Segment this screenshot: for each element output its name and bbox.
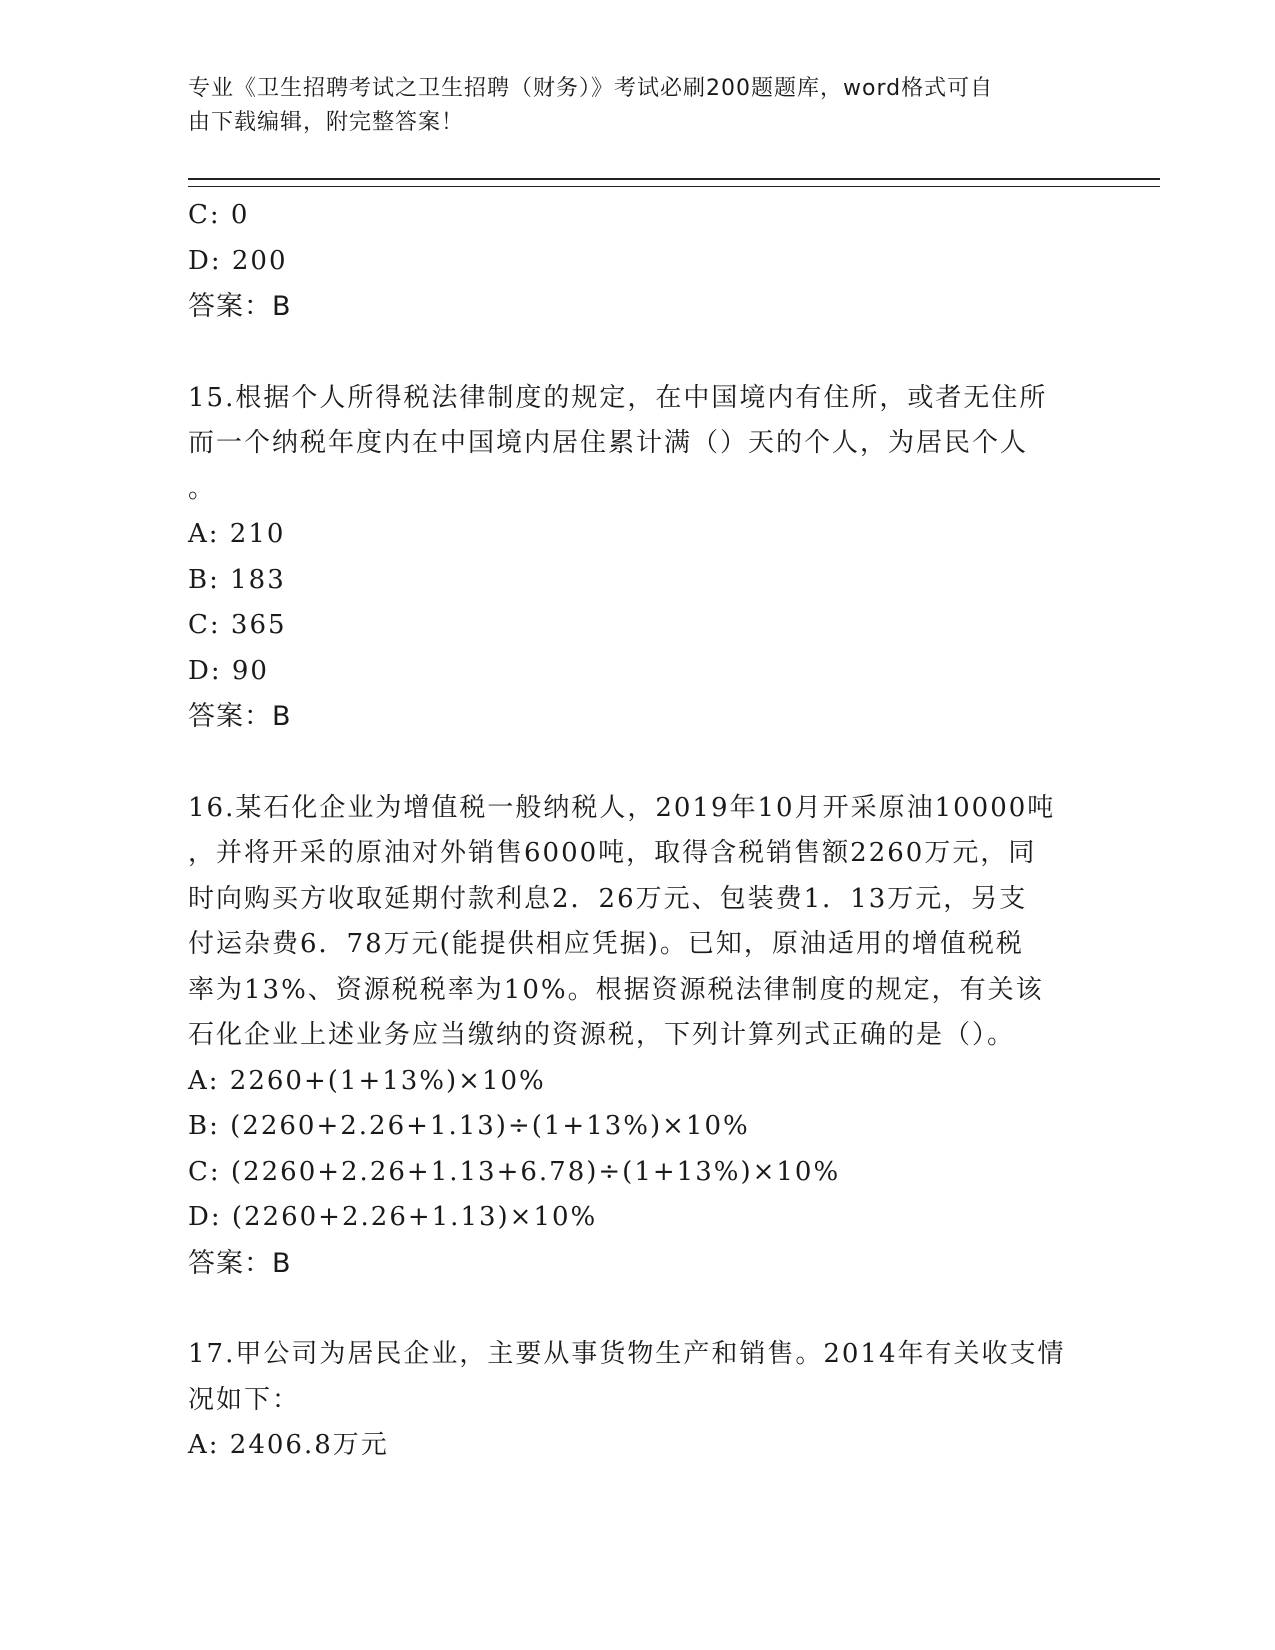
option-d: D: 200 xyxy=(188,245,288,276)
option-d: D: 90 xyxy=(188,655,269,686)
question-15 xyxy=(188,376,1088,740)
question-list xyxy=(188,193,1088,1469)
question-stem-line: 16.某石化企业为增值税一般纳税人，2019年10月开采原油10000吨 xyxy=(188,792,1056,823)
question-stem-line: 。 xyxy=(188,473,217,504)
question-stem-line: 石化企业上述业务应当缴纳的资源税，下列计算列式正确的是（）。 xyxy=(188,1020,1016,1050)
question-spacer xyxy=(188,1286,1088,1332)
question-stem-line: 况如下： xyxy=(188,1384,301,1415)
option-b: B: 183 xyxy=(188,564,286,595)
option-c: C: (2260+2.26+1.13+6.78)÷(1+13%)×10% xyxy=(188,1156,841,1187)
question-stem-line: 17.甲公司为居民企业，主要从事货物生产和销售。2014年有关收支情 xyxy=(188,1339,1066,1369)
question-spacer xyxy=(188,740,1088,786)
option-a: A: 2406.8万元 xyxy=(188,1430,389,1460)
question-17 xyxy=(188,1332,1088,1469)
question-16 xyxy=(188,786,1088,1287)
header-title-line-1: 专业《卫生招聘考试之卫生招聘（财务）》考试必刷200题题库，word格式可自 xyxy=(188,76,994,101)
option-c: C: 365 xyxy=(188,610,287,640)
question-stem-line: 时向购买方收取延期付款利息2．26万元、包装费1．13万元，另支 xyxy=(188,883,1028,914)
option-a: A: 210 xyxy=(188,519,286,549)
question-14-tail xyxy=(188,193,1088,330)
answer: 答案：B xyxy=(188,1247,292,1279)
option-b: B: (2260+2.26+1.13)÷(1+13%)×10% xyxy=(188,1111,750,1141)
question-stem-line: ，并将开采的原油对外销售6000吨，取得含税销售额2260万元，同 xyxy=(188,838,1037,868)
question-stem-line: 率为13%、资源税税率为10%。根据资源税法律制度的规定，有关该 xyxy=(188,974,1044,1005)
question-stem-line: 付运杂费6．78万元(能提供相应凭据)。已知，原油适用的增值税税 xyxy=(188,929,1024,959)
option-a: A: 2260+(1+13%)×10% xyxy=(188,1065,546,1096)
answer: 答案：B xyxy=(188,291,292,322)
header-title-line-2: 由下载编辑，附完整答案！ xyxy=(188,110,465,135)
option-d: D: (2260+2.26+1.13)×10% xyxy=(188,1202,598,1232)
header-divider xyxy=(188,178,1160,187)
option-c: C: 0 xyxy=(188,200,250,230)
question-stem-line: 而一个纳税年度内在中国境内居住累计满（）天的个人，为居民个人 xyxy=(188,428,1029,458)
answer: 答案：B xyxy=(188,701,292,732)
question-stem-line: 15.根据个人所得税法律制度的规定，在中国境内有住所，或者无住所 xyxy=(188,382,1048,413)
document-header xyxy=(188,72,1088,140)
question-spacer xyxy=(188,330,1088,376)
